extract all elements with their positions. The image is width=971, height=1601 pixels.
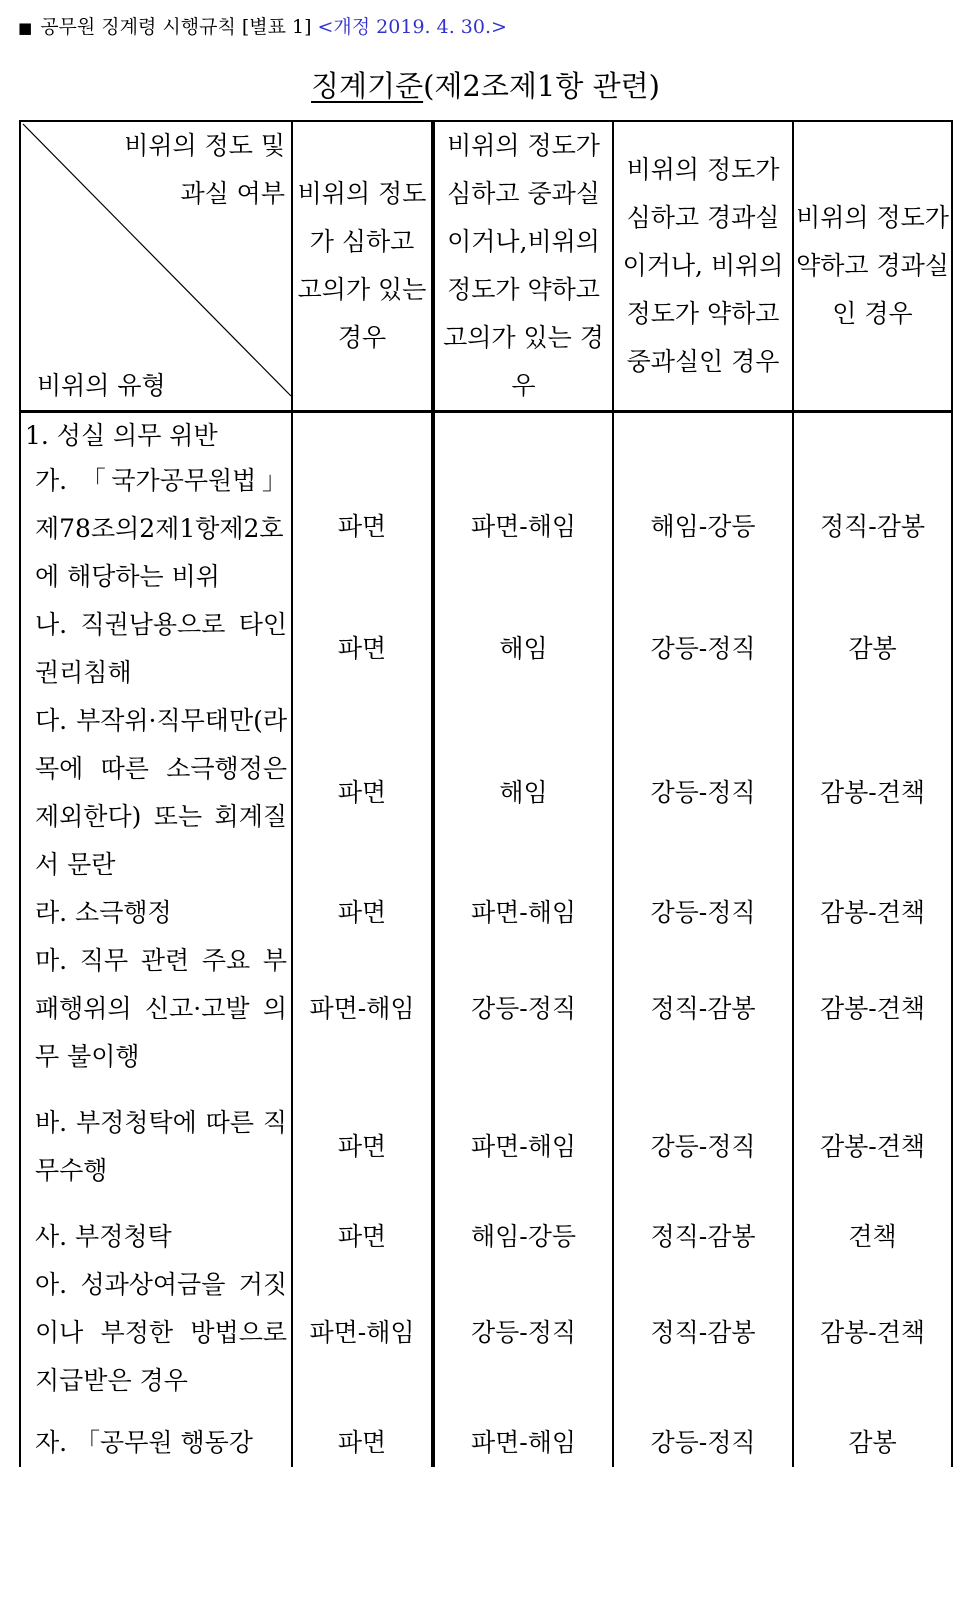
penalty-cell: 강등-정직 [433, 1261, 613, 1405]
violation-label: 다. 부작위·직무태만(라목에 따른 소극행정은 제외한다) 또는 회계질서 문란 [35, 706, 287, 879]
violation-label: 아. 성과상여금을 거짓이나 부정한 방법으로 지급받은 경우 [35, 1270, 287, 1395]
violation-label: 바. 부정청탁에 따른 직무수행 [35, 1108, 287, 1185]
column-header-3: 비위의 정도가 심하고 경과실이거나, 비위의 정도가 약하고 중과실인 경우 [613, 121, 793, 412]
penalty-cell: 해임-강등 [433, 1195, 613, 1261]
table-row [20, 601, 952, 697]
corner-header-cell [20, 121, 292, 412]
penalty-cell: 강등-정직 [433, 937, 613, 1081]
penalty-cell: 해임 [433, 697, 613, 889]
table-header-row [20, 121, 952, 412]
penalty-cell: 파면-해임 [292, 937, 433, 1081]
discipline-standards-table [19, 120, 953, 1467]
violation-label: 나. 직권남용으로 타인 권리침해 [35, 610, 287, 687]
violation-label: 자. 「공무원 행동강 [35, 1428, 253, 1457]
column-header-4: 비위의 정도가 약하고 경과실인 경우 [793, 121, 952, 412]
table-row [20, 697, 952, 889]
penalty-cell: 파면 [292, 601, 433, 697]
penalty-cell: 파면 [292, 889, 433, 937]
violation-label: 마. 직무 관련 주요 부패행위의 신고·고발 의무 불이행 [35, 946, 287, 1071]
penalty-cell: 해임-강등 [613, 412, 793, 602]
penalty-cell: 파면-해임 [433, 1081, 613, 1195]
penalty-cell: 감봉-견책 [793, 1081, 952, 1195]
table-row [20, 1195, 952, 1261]
penalty-cell: 파면-해임 [433, 1405, 613, 1467]
penalty-cell: 감봉 [793, 1405, 952, 1467]
table-row [20, 1261, 952, 1405]
penalty-cell: 감봉-견책 [793, 1261, 952, 1405]
penalty-cell: 감봉-견책 [793, 697, 952, 889]
penalty-cell: 해임 [433, 601, 613, 697]
corner-bottom-label: 비위의 유형 [37, 371, 166, 400]
penalty-cell: 강등-정직 [613, 1405, 793, 1467]
penalty-cell: 파면 [292, 412, 433, 602]
penalty-cell: 강등-정직 [613, 601, 793, 697]
column-header-2: 비위의 정도가 심하고 중과실이거나,비위의 정도가 약하고 고의가 있는 경우 [433, 121, 613, 412]
penalty-cell: 파면 [292, 1195, 433, 1261]
column-header-1: 비위의 정도가 심하고 고의가 있는 경우 [292, 121, 433, 412]
page-title [0, 64, 971, 105]
section-title: 1. 성실 의무 위반 [25, 421, 218, 450]
penalty-cell: 파면 [292, 1081, 433, 1195]
penalty-cell: 정직-감봉 [613, 1261, 793, 1405]
penalty-cell: 감봉-견책 [793, 937, 952, 1081]
penalty-cell: 감봉-견책 [793, 889, 952, 937]
penalty-cell: 정직-감봉 [613, 1195, 793, 1261]
title-main: 징계기준 [311, 69, 424, 103]
penalty-cell: 감봉 [793, 601, 952, 697]
penalty-cell: 정직-감봉 [793, 412, 952, 602]
penalty-cell: 강등-정직 [613, 889, 793, 937]
penalty-cell: 파면-해임 [292, 1261, 433, 1405]
penalty-cell: 강등-정직 [613, 697, 793, 889]
table-row [20, 1081, 952, 1195]
corner-top-label: 비위의 정도 및 과실 여부 [124, 131, 285, 208]
table-row [20, 937, 952, 1081]
regulation-reference: 공무원 징계령 시행규칙 [별표 1] [40, 16, 312, 38]
penalty-cell: 파면-해임 [433, 889, 613, 937]
table-row [20, 1405, 952, 1467]
penalty-cell: 강등-정직 [613, 1081, 793, 1195]
document-header [18, 12, 507, 39]
table-row [20, 412, 952, 602]
penalty-cell: 파면-해임 [433, 412, 613, 602]
square-bullet-icon: ■ [18, 19, 33, 37]
penalty-cell: 파면 [292, 1405, 433, 1467]
title-sub: (제2조제1항 관련) [423, 69, 660, 103]
revision-note: <개정 2019. 4. 30.> [317, 16, 507, 38]
penalty-cell: 정직-감봉 [613, 937, 793, 1081]
penalty-cell: 파면 [292, 697, 433, 889]
violation-label: 가. 「국가공무원법」 제78조의2제1항제2호에 해당하는 비위 [35, 466, 287, 591]
penalty-cell: 견책 [793, 1195, 952, 1261]
violation-label: 사. 부정청탁 [35, 1222, 172, 1251]
violation-label: 라. 소극행정 [35, 898, 172, 927]
table-row [20, 889, 952, 937]
